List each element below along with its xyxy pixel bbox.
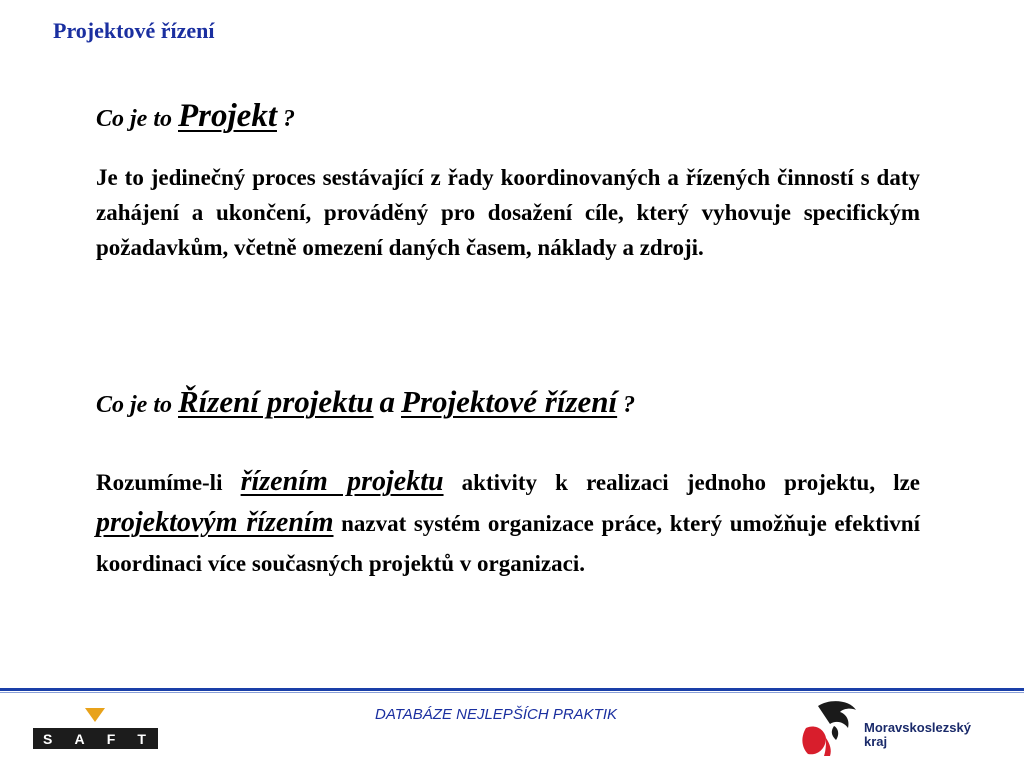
footer-divider — [0, 688, 1024, 691]
definition-projekt: Je to jedinečný proces sestávající z řady koordinovaných a řízených činností s daty zahájení a ukončení, prováděný pro dosažení cíle, který vyhovuje specifickým požadavkům, včetně omezení daných časem, náklady a zdroji. — [96, 165, 920, 260]
question-projekt — [96, 98, 295, 135]
term-rizenim-projektu: řízením projektu — [240, 466, 444, 497]
moravskoslezsky-kraj-logo — [800, 698, 990, 760]
question-rizeni — [96, 384, 635, 420]
term-projekt: Projekt — [178, 98, 277, 134]
saft-letter: F — [106, 730, 118, 747]
text-part-2: aktivity k realizaci jednoho projektu, lze — [461, 470, 921, 495]
question-prefix: Co je to — [96, 392, 172, 418]
footer-divider-thin — [0, 692, 1024, 693]
region-name — [864, 721, 971, 749]
region-emblem-icon — [800, 698, 864, 760]
text-part-3: nazvat systém organizace práce, který umožňuje efektivní koordinaci více současných projektů v organizaci. — [96, 511, 920, 576]
term-projektovym-rizenim: projektovým řízením — [96, 507, 334, 538]
term-projektove-rizeni: Projektové řízení — [401, 384, 618, 419]
region-name-line1: Moravskoslezský — [864, 720, 971, 735]
saft-triangle-icon — [85, 708, 105, 722]
text-part-1: Rozumíme-li — [96, 470, 223, 495]
saft-wordmark — [33, 728, 158, 749]
region-name-line2: kraj — [864, 734, 888, 749]
saft-letter: T — [137, 730, 148, 747]
footer-database-label: DATABÁZE NEJLEPŠÍCH PRAKTIK — [375, 706, 617, 723]
saft-letter: S — [43, 730, 55, 747]
saft-letter: A — [74, 730, 87, 747]
question-mark: ? — [623, 392, 636, 418]
slide-title: Projektové řízení — [53, 18, 215, 43]
saft-logo — [33, 708, 158, 750]
question-mark: ? — [282, 106, 295, 132]
term-rizeni-projektu: Řízení projektu — [178, 384, 374, 419]
definition-rizeni — [96, 462, 920, 584]
question-conjunction: a — [379, 384, 396, 419]
question-prefix: Co je to — [96, 106, 172, 132]
